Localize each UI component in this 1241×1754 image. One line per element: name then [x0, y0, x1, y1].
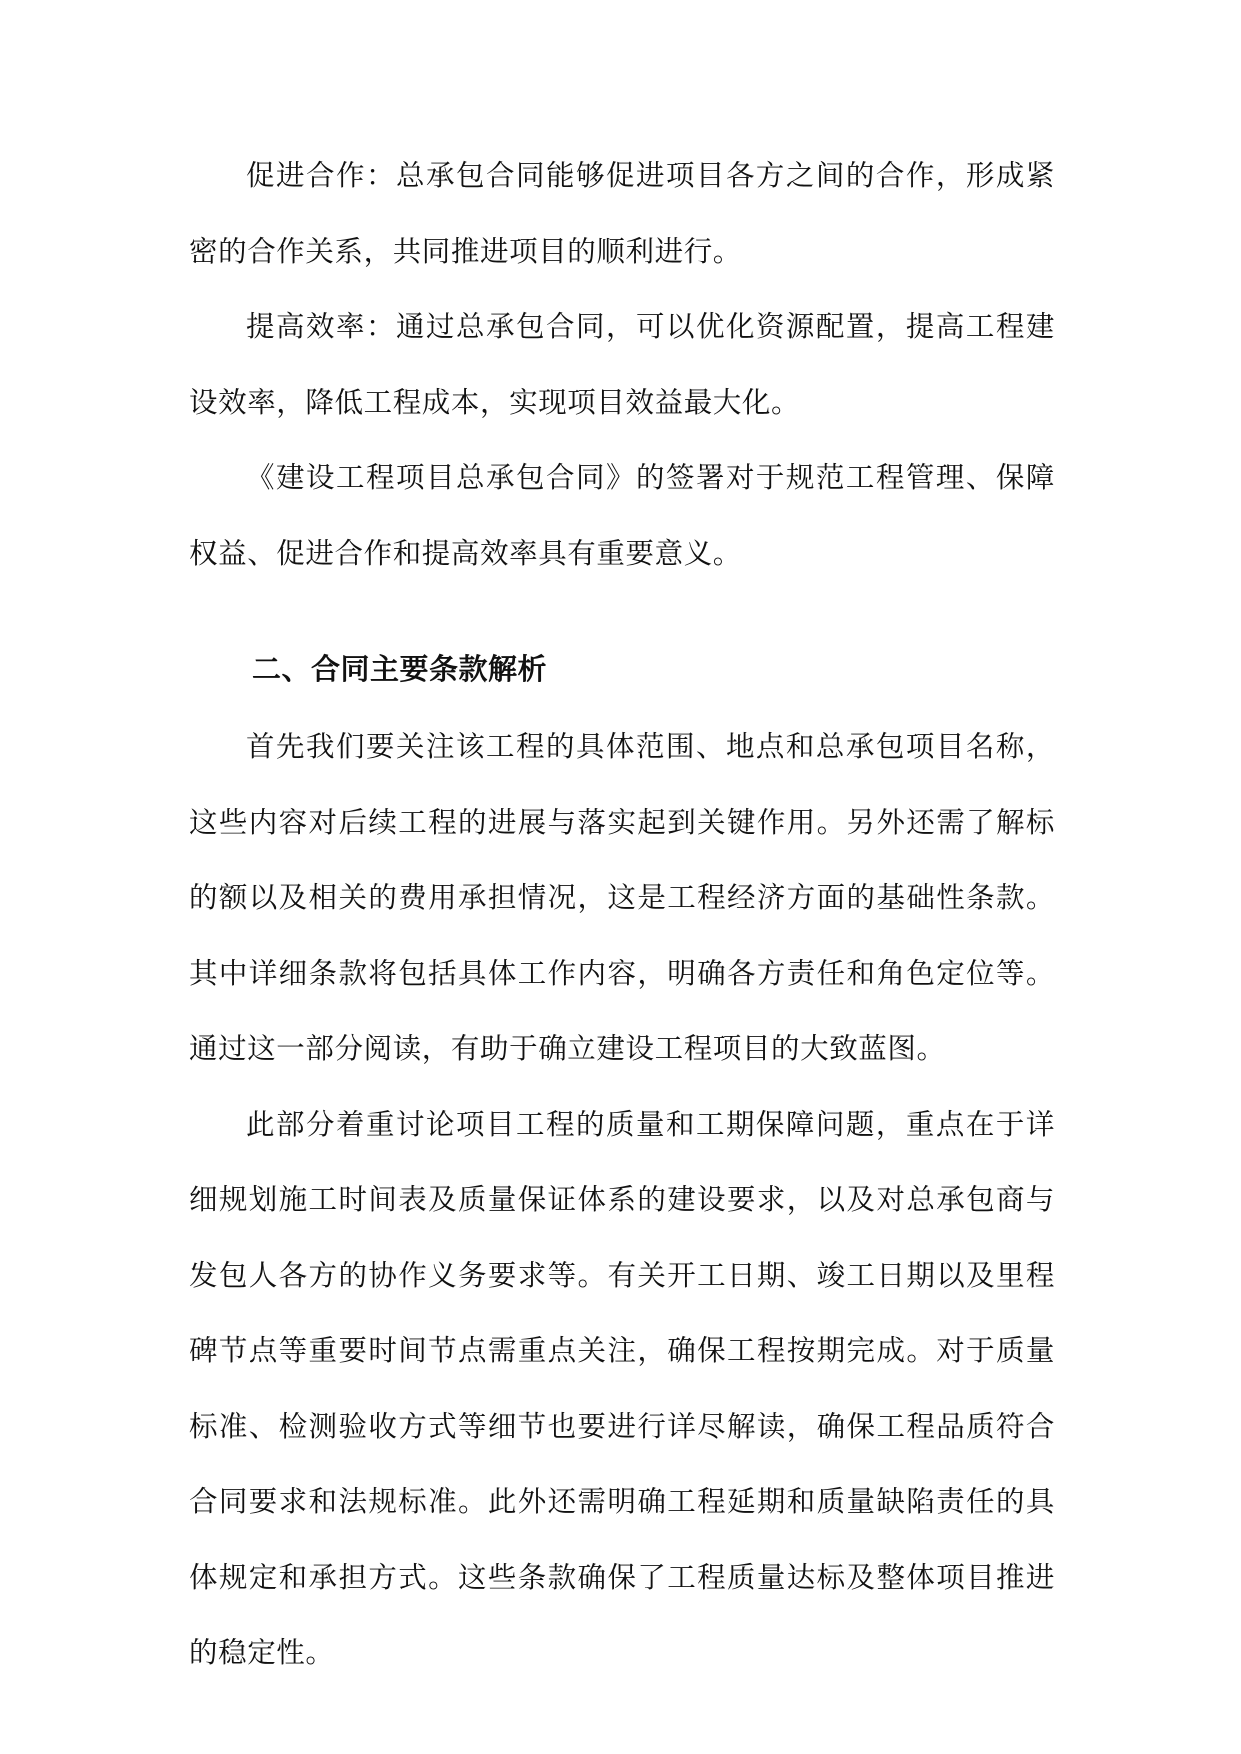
section-title: 二、合同主要条款解析	[252, 652, 548, 686]
paragraph-promote-cooperation: 促进合作：总承包合同能够促进项目各方之间的合作，形成紧密的合作关系，共同推进项目的顺利进行。	[189, 159, 1055, 268]
document-page	[189, 138, 1055, 1691]
paragraph-quality-and-schedule: 此部分着重讨论项目工程的质量和工期保障问题，重点在于详细规划施工时间表及质量保证体系的建设要求，以及对总承包商与发包人各方的协作义务要求等。有关开工日期、竣工日期以及里程碑节点等重要时间节点需重点关注，确保工程按期完成。对于质量标准、检测验收方式等细节也要进行详尽解读，确保工程品质符合合同要求和法规标准。此外还需明确工程延期和质量缺陷责任的具体规定和承担方式。这些条款确保了工程质量达标及整体项目推进的稳定性。	[189, 1107, 1055, 1669]
paragraph-scope-and-cost: 首先我们要关注该工程的具体范围、地点和总承包项目名称，这些内容对后续工程的进展与落实起到关键作用。另外还需了解标的额以及相关的费用承担情况，这是工程经济方面的基础性条款。其中详细条款将包括具体工作内容，明确各方责任和角色定位等。通过这一部分阅读，有助于确立建设工程项目的大致蓝图。	[189, 730, 1055, 1065]
paragraph-significance: 《建设工程项目总承包合同》的签署对于规范工程管理、保障权益、促进合作和提高效率具有重要意义。	[189, 461, 1055, 570]
paragraph-improve-efficiency: 提高效率：通过总承包合同，可以优化资源配置，提高工程建设效率，降低工程成本，实现项目效益最大化。	[189, 310, 1055, 419]
